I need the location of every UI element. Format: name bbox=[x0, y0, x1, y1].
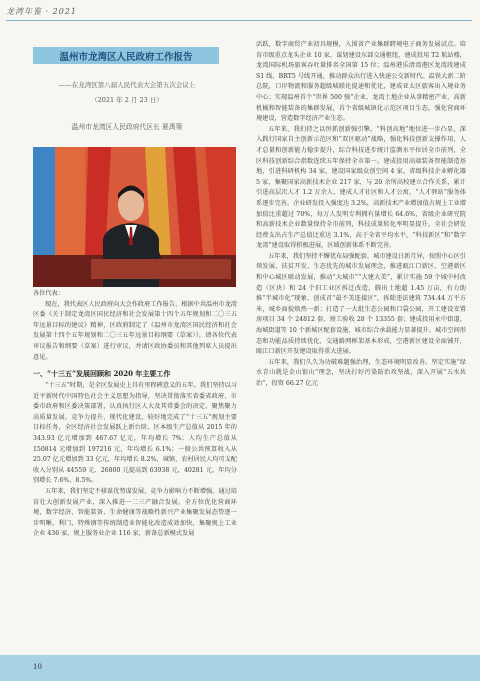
article-title-banner bbox=[33, 47, 219, 64]
header-rule bbox=[6, 20, 472, 21]
section-heading: 一、“十三五”发展回顾和 2020 年主要工作 bbox=[33, 369, 171, 378]
speaker-photo bbox=[33, 147, 236, 287]
competitiveness-paragraph: 五年来，我们坚定不移谋优势谋发展，竞争力影响力不断增强。通过培育壮大创新发展产业，深入推进一二三产融合发展，全方位优化营商环境，数字经济、智能装备、生命健康等战略性新兴产业集聚发展态势逐一步明晰，利门、特殊钢等传统制造业智能化改造成效加快，集聚规上工业企业 436 家、规上服务业企业 116 家，新备总新模式发展 bbox=[33, 487, 237, 538]
article-byline: 温州市龙湾区人民政府代区长 夏禹策 bbox=[71, 123, 183, 131]
footer-band bbox=[0, 655, 480, 681]
intro-paragraph: 现在，我代表区人民政府向大会作政府工作报告，根据中共温州市龙湾区委《关于制定龙湾区国民经济和社会发展第十四个五年规划和二〇三五年远景目标的建议》精神，区政府制定了《温州市龙湾区国民经济和社会发展第十四个五年规划和二〇三五年远景目标纲要（草案）》，请各位代表审议报告和纲要（草案）进行审议，并请区政协委员和其他列席人员提出意见。 bbox=[33, 300, 237, 361]
left-column bbox=[33, 289, 237, 363]
left-column-body bbox=[33, 381, 237, 540]
page-number: 10 bbox=[33, 663, 42, 671]
review-paragraph: “十三五”时期，是全区发展史上具有里程碑意义的五年。我们坚持以习近平新时代中国特色社会主义思想为指导，坚决贯彻落实省委省政府、市委市政府和区委决策部署，认真执行区人大及其常委会的决定，聚焦聚力高质量发展，竞争力提升、现代化建设，较好地完成了“十三五”规划主要目标任务，全区经济社会发展跃上新台阶。区本级生产总值从 2015 年的 343.93 亿元增加到 467.67 亿元，年均增长 7%；人均生产总值从 150814 元增加到 197216 元，年均增长 6.1%；一般公共预算收入从 25.07 亿元增加到 33 亿元，年均增长 8.2%，城镇、农村居民人均可支配收入分别从 44559 元、26800 元提高到 63938 元、40281 元，年均分别增长 7.6%、8.5%。 bbox=[33, 382, 237, 485]
salutation: 各位代表： bbox=[33, 290, 64, 297]
running-header: 龙湾年鉴 · 2021 bbox=[6, 7, 77, 16]
article-date: （2021 年 2 月 23 日） bbox=[91, 96, 163, 104]
right-paragraph-4: 五年来，我们久久为功破难题强治理，生态环境明显改善。坚定实施“绿水青山就是金山银山”理念，坚决打好污染防治攻坚战，深入开展“五水共治”，投资 66.27 亿元 bbox=[256, 358, 466, 387]
right-paragraph-3: 五年来，我们坚持不懈优布局强配套，城市建设日新月异，按照中心区引领发展、扶贫开发、生态优先的城市发展理念，推进瓯江口新区、空港新区和中心城区联动发展，推动“大城市”“大建大美”，累计实施 59 个城中村改造（区块）和 24 个旧工业区拆迁改造，腾出土地超 1.45 万亩，有力助推“半城市化”现象、创成首“最不美连接区”，拆除违法建筑 734.44 万平方米，城乡面貌焕然一新；打造了一大批生态公园和口袋公园，开工建设安置房项目 34 个 24812 套，竣工验收 28 个 13355 套；建成投用永中街道、海城街道等 10 个新城区配套设施，城市综合承载能力显著提升，城市空间形态和功能品质持续优化，交通路网框架基本形成，空港新区建设全面铺开，瓯江口新区开发建设取得重大进展。 bbox=[256, 252, 466, 356]
article-subtitle: ——在龙湾区第八届人民代表大会第五次会议上 bbox=[58, 81, 196, 89]
right-column bbox=[256, 40, 466, 390]
right-paragraph-2: 五年来，我们持之以恒抓创新强引擎，“科创高地”地位进一步凸显，深入践行国家自主创新示范区和“双区驱动”战略，强化科技创新支撑作用，人才总量和创新能力稳步提升，综合科技进步统计监测水平位居全市前列，全区科技创新综合指数连续五年保持全市第一。建成投用高端装备智能制造基地，引进科研机构 34 家，建设国家级众创空间 4 家、省级科技企业孵化器 5 家，集聚国家高新技术企业 217 家，与 20 余所高校建立合作关系，累计引进高层次人才 1.2 万余人、建成人才社区和人才公寓，“人才驿站”服务体系逐步完善。企业研发投入强度达 3.2%，高新技术产业增加值占规上工业增加值比重超过 70%，每万人发明专利拥有量增长 64.6%，省级企业研究院和高新技术企业数量保持全市前列，科技成果转化率明显提升，全社会研发经费支出占生产总值比重达 3.1%，高于全省平均水平，“科技新区”和“数字龙湾”建设取得积极进展，区域创新体系不断完善。 bbox=[256, 125, 466, 250]
article-title: 温州市龙湾区人民政府工作报告 bbox=[59, 51, 193, 63]
right-paragraph-1: 活跃，数字商贸产业初具规模，入围省产业集群跨境电子商务发展试点。培育市级重点龙头企业 10 家，谋划建设东部交通枢纽，建成投用 T2 航站楼，龙湾国际机场旅客吞吐量排名全国第 15 位；温州港乐清湾港区龙湾段建成 S1 线、BRT5 号线开通，推动群众出行进入快速公交新时代。温铁大新二阶总院，口岸物流和服务超级城联化提速和优化，建成亚太区旅客出入境业务中心；实现温州首个“世界 500 强”企业，龙湾土地企业从事精密产业、高新机械和智能装备的集群发展，首个省级城镇化示范区项目生态，强化营商环境建设，营造数字经济产业生态。 bbox=[256, 41, 466, 123]
